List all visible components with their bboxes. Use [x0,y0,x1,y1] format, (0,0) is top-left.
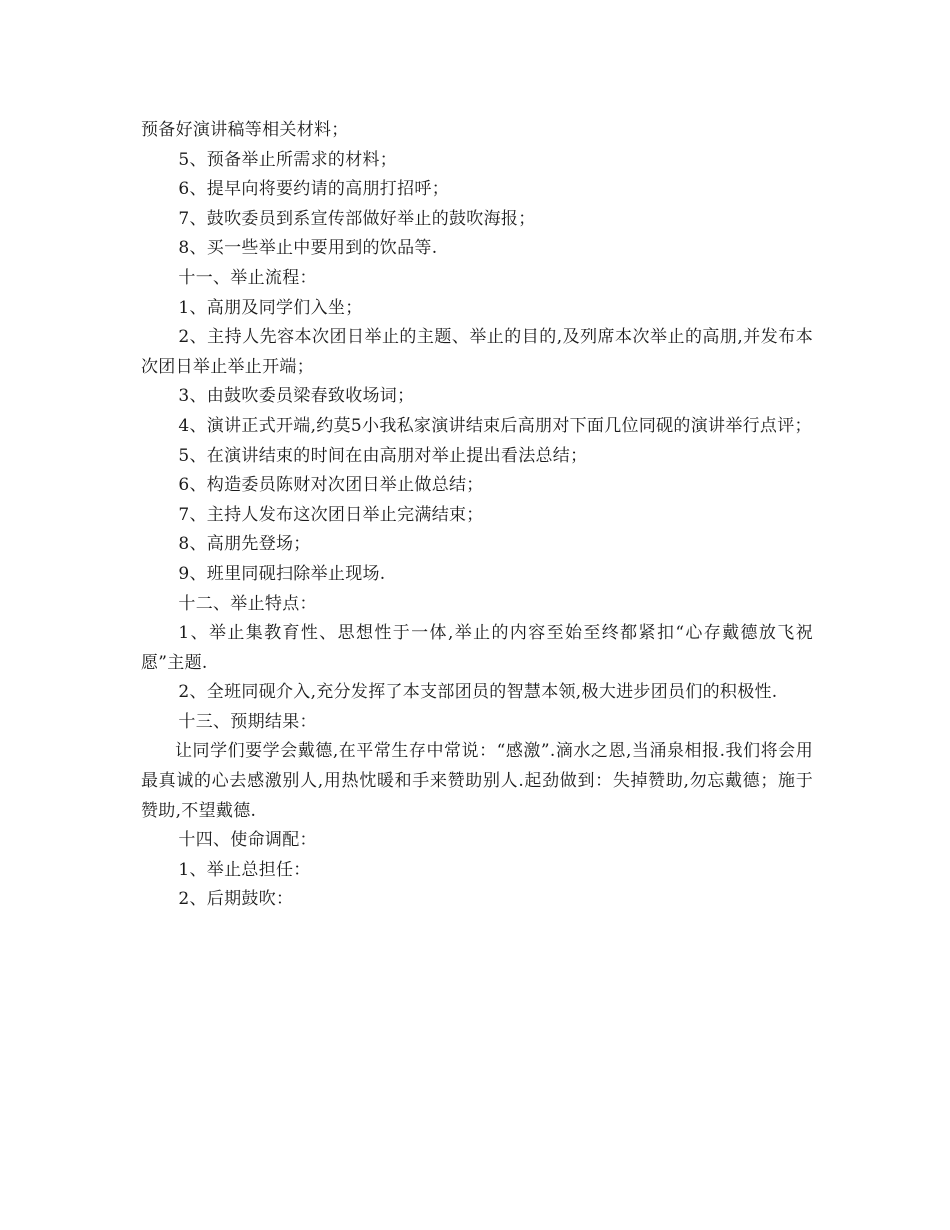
list-item: 1、举止集教育性、思想性于一体,举止的内容至始至终都紧扣“心存戴德放飞祝愿”主题. [141,623,813,673]
section-heading-process: 十一、举止流程： [178,267,317,288]
list-item: 7、主持人发布这次团日举止完满结束； [178,504,484,525]
list-item: 2、主持人先容本次团日举止的主题、举止的目的,及列席本次举止的高朋,并发布本次团日举止举止开端； [141,327,813,377]
list-item: 8、买一些举止中要用到的饮品等. [178,238,438,259]
list-item: 8、高朋先登场； [178,534,311,555]
list-item: 1、举止总担任： [178,859,311,880]
list-item: 2、全班同砚介入,充分发挥了本支部团员的智慧本领,极大进步团员们的积极性. [178,682,778,703]
document-body [141,116,813,915]
list-item: 6、提早向将要约请的高朋打招呼； [178,179,450,200]
section-heading-expected-results: 十三、预期结果： [178,711,317,732]
paragraph-materials: 预备好演讲稿等相关材料； [141,120,349,140]
section-heading-features: 十二、举止特点： [178,593,317,614]
list-item: 2、后期鼓吹： [178,889,294,910]
list-item: 5、在演讲结束的时间在由高朋对举止提出看法总结； [178,445,588,466]
list-item: 6、构造委员陈财对次团日举止做总结； [178,475,484,496]
list-item: 5、预备举止所需求的材料； [178,149,398,170]
list-item: 4、演讲正式开端,约莫5小我私家演讲结束后高朋对下面几位同砚的演讲举行点评； [178,415,812,436]
list-item: 9、班里同砚扫除举止现场. [178,563,386,584]
list-item: 7、鼓吹委员到系宣传部做好举止的鼓吹海报； [178,208,536,229]
section-heading-task-assignment: 十四、使命调配： [178,830,317,851]
list-item: 1、高朋及同学们入坐； [178,297,363,318]
paragraph-expected-results: 让同学们要学会戴德,在平常生存中常说：“感激”.滴水之恩,当涌泉相报.我们将会用最真诚的心去感激别人,用热忱暖和手来赞助别人.起劲做到：失掉赞助,勿忘戴德；施于赞助,不望戴德. [141,741,813,821]
list-item: 3、由鼓吹委员梁春致收场词； [178,386,415,407]
